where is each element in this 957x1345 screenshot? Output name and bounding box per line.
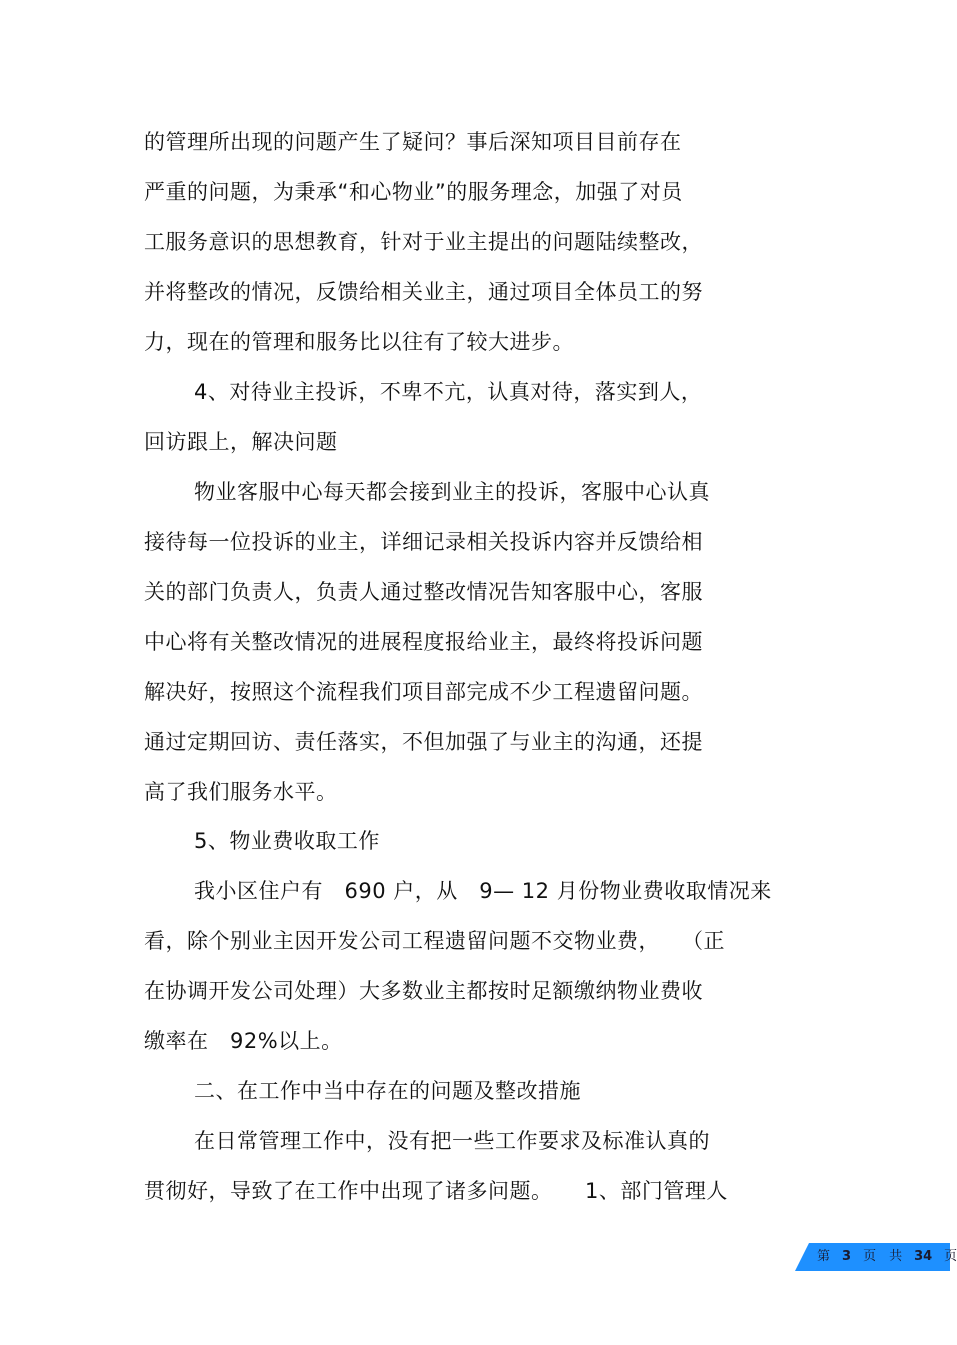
section-heading: 4、对待业主投诉，不卑不亢，认真对待，落实到人， [194,380,703,404]
section-heading: 回访跟上，解决问题 [144,430,338,454]
page-label-middle: 页 共 [863,1249,903,1264]
text-line: 严重的问题，为秉承“和心物业”的服务理念，加强了对员 [144,180,683,204]
text-line: 中心将有关整改情况的进展程度报给业主，最终将投诉问题 [144,630,703,654]
text-line: 高了我们服务水平。 [144,780,338,804]
total-pages-number: 34 [914,1249,933,1264]
text-line: 我小区住户有 690 户，从 9— 12 月份物业费收取情况来 [194,879,772,903]
text-line: 缴率在 92%以上。 [144,1029,343,1053]
text-line: 物业客服中心每天都会接到业主的投诉，客服中心认真 [194,480,710,504]
text-line: 工服务意识的思想教育，针对于业主提出的问题陆续整改， [144,230,703,254]
section-heading: 二、在工作中当中存在的问题及整改措施 [194,1079,581,1103]
text-line: 并将整改的情况，反馈给相关业主，通过项目全体员工的努 [144,280,703,304]
text-line: 在协调开发公司处理）大多数业主都按时足额缴纳物业费收 [144,979,703,1003]
text-line: 通过定期回访、责任落实，不但加强了与业主的沟通，还提 [144,730,703,754]
page-label-suffix: 页 [944,1249,957,1264]
text-line: 力，现在的管理和服务比以往有了较大进步。 [144,330,574,354]
text-line: 看，除个别业主因开发公司工程遗留问题不交物业费， （正 [144,929,725,953]
text-line: 在日常管理工作中，没有把一些工作要求及标准认真的 [194,1129,710,1153]
current-page-number: 3 [842,1249,852,1264]
page-label-prefix: 第 [817,1249,831,1264]
text-line: 解决好，按照这个流程我们项目部完成不少工程遗留问题。 [144,680,703,704]
text-line: 的管理所出现的问题产生了疑问？事后深知项目目前存在 [144,130,682,154]
page-number-badge [795,1243,957,1271]
text-line: 贯彻好，导致了在工作中出现了诸多问题。 1、部门管理人 [144,1179,728,1203]
text-line: 接待每一位投诉的业主，详细记录相关投诉内容并反馈给相 [144,530,703,554]
text-line: 关的部门负责人，负责人通过整改情况告知客服中心，客服 [144,580,703,604]
page-number-text [817,1248,957,1266]
section-heading: 5、物业费收取工作 [194,829,380,853]
